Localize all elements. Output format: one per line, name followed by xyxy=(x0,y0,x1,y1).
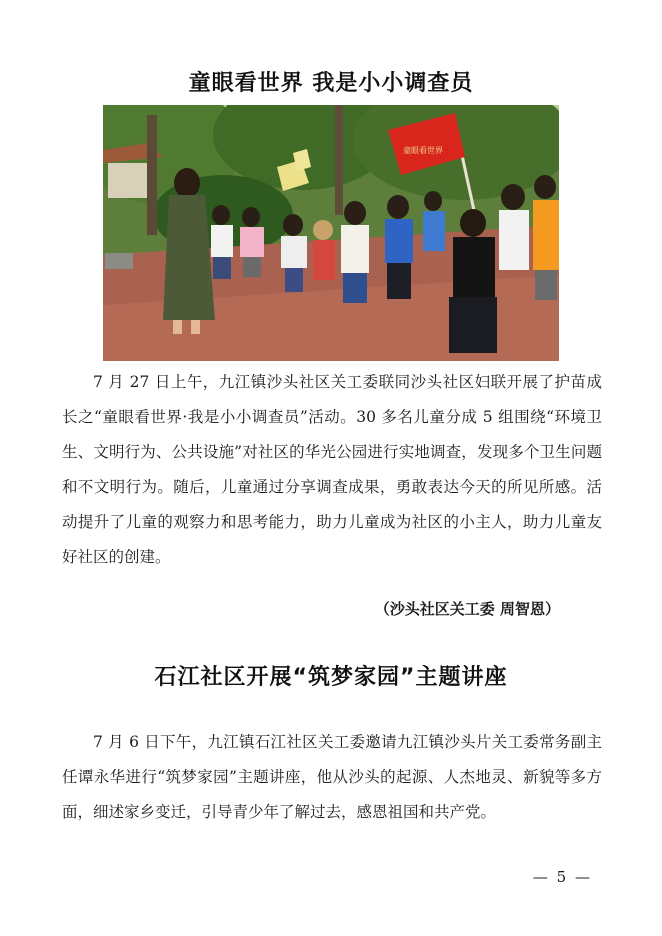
article-title-dream-home-lecture: 石江社区开展“筑梦家园”主题讲座 xyxy=(154,665,508,690)
article-body-dream-home-lecture: 7 月 6 日下午，九江镇石江社区关工委邀请九江镇沙头片关工委常务副主任谭永华进行“筑梦家园”主题讲座，他从沙头的起源、人杰地灵、新貌等多方面，细述家乡变迁，引导青少年了解过去，感恩祖国和共产党。 xyxy=(62,733,602,821)
article-byline: （沙头社区关工委 周智恩） xyxy=(374,600,560,618)
children-survey-photo xyxy=(103,105,559,361)
article-body-children-survey: 7 月 27 日上午，九江镇沙头社区关工委联同沙头社区妇联开展了护苗成长之“童眼看世界·我是小小调查员”活动。30 多名儿童分成 5 组围绕“环境卫生、文明行为、公共设施”对社区的华光公园进行实地调查，发现多个卫生问题和不文明行为。随后，儿童通过分享调查成果，勇敢表达今天的所见所感。活动提升了儿童的观察力和思考能力，助力儿童成为社区的小主人，助力儿童友好社区的创建。 xyxy=(62,373,602,566)
flag-text: 童眼看世界 xyxy=(403,146,443,155)
article-title-children-survey: 童眼看世界 我是小小调查员 xyxy=(188,71,474,96)
page-number: — 5 — xyxy=(532,868,592,886)
